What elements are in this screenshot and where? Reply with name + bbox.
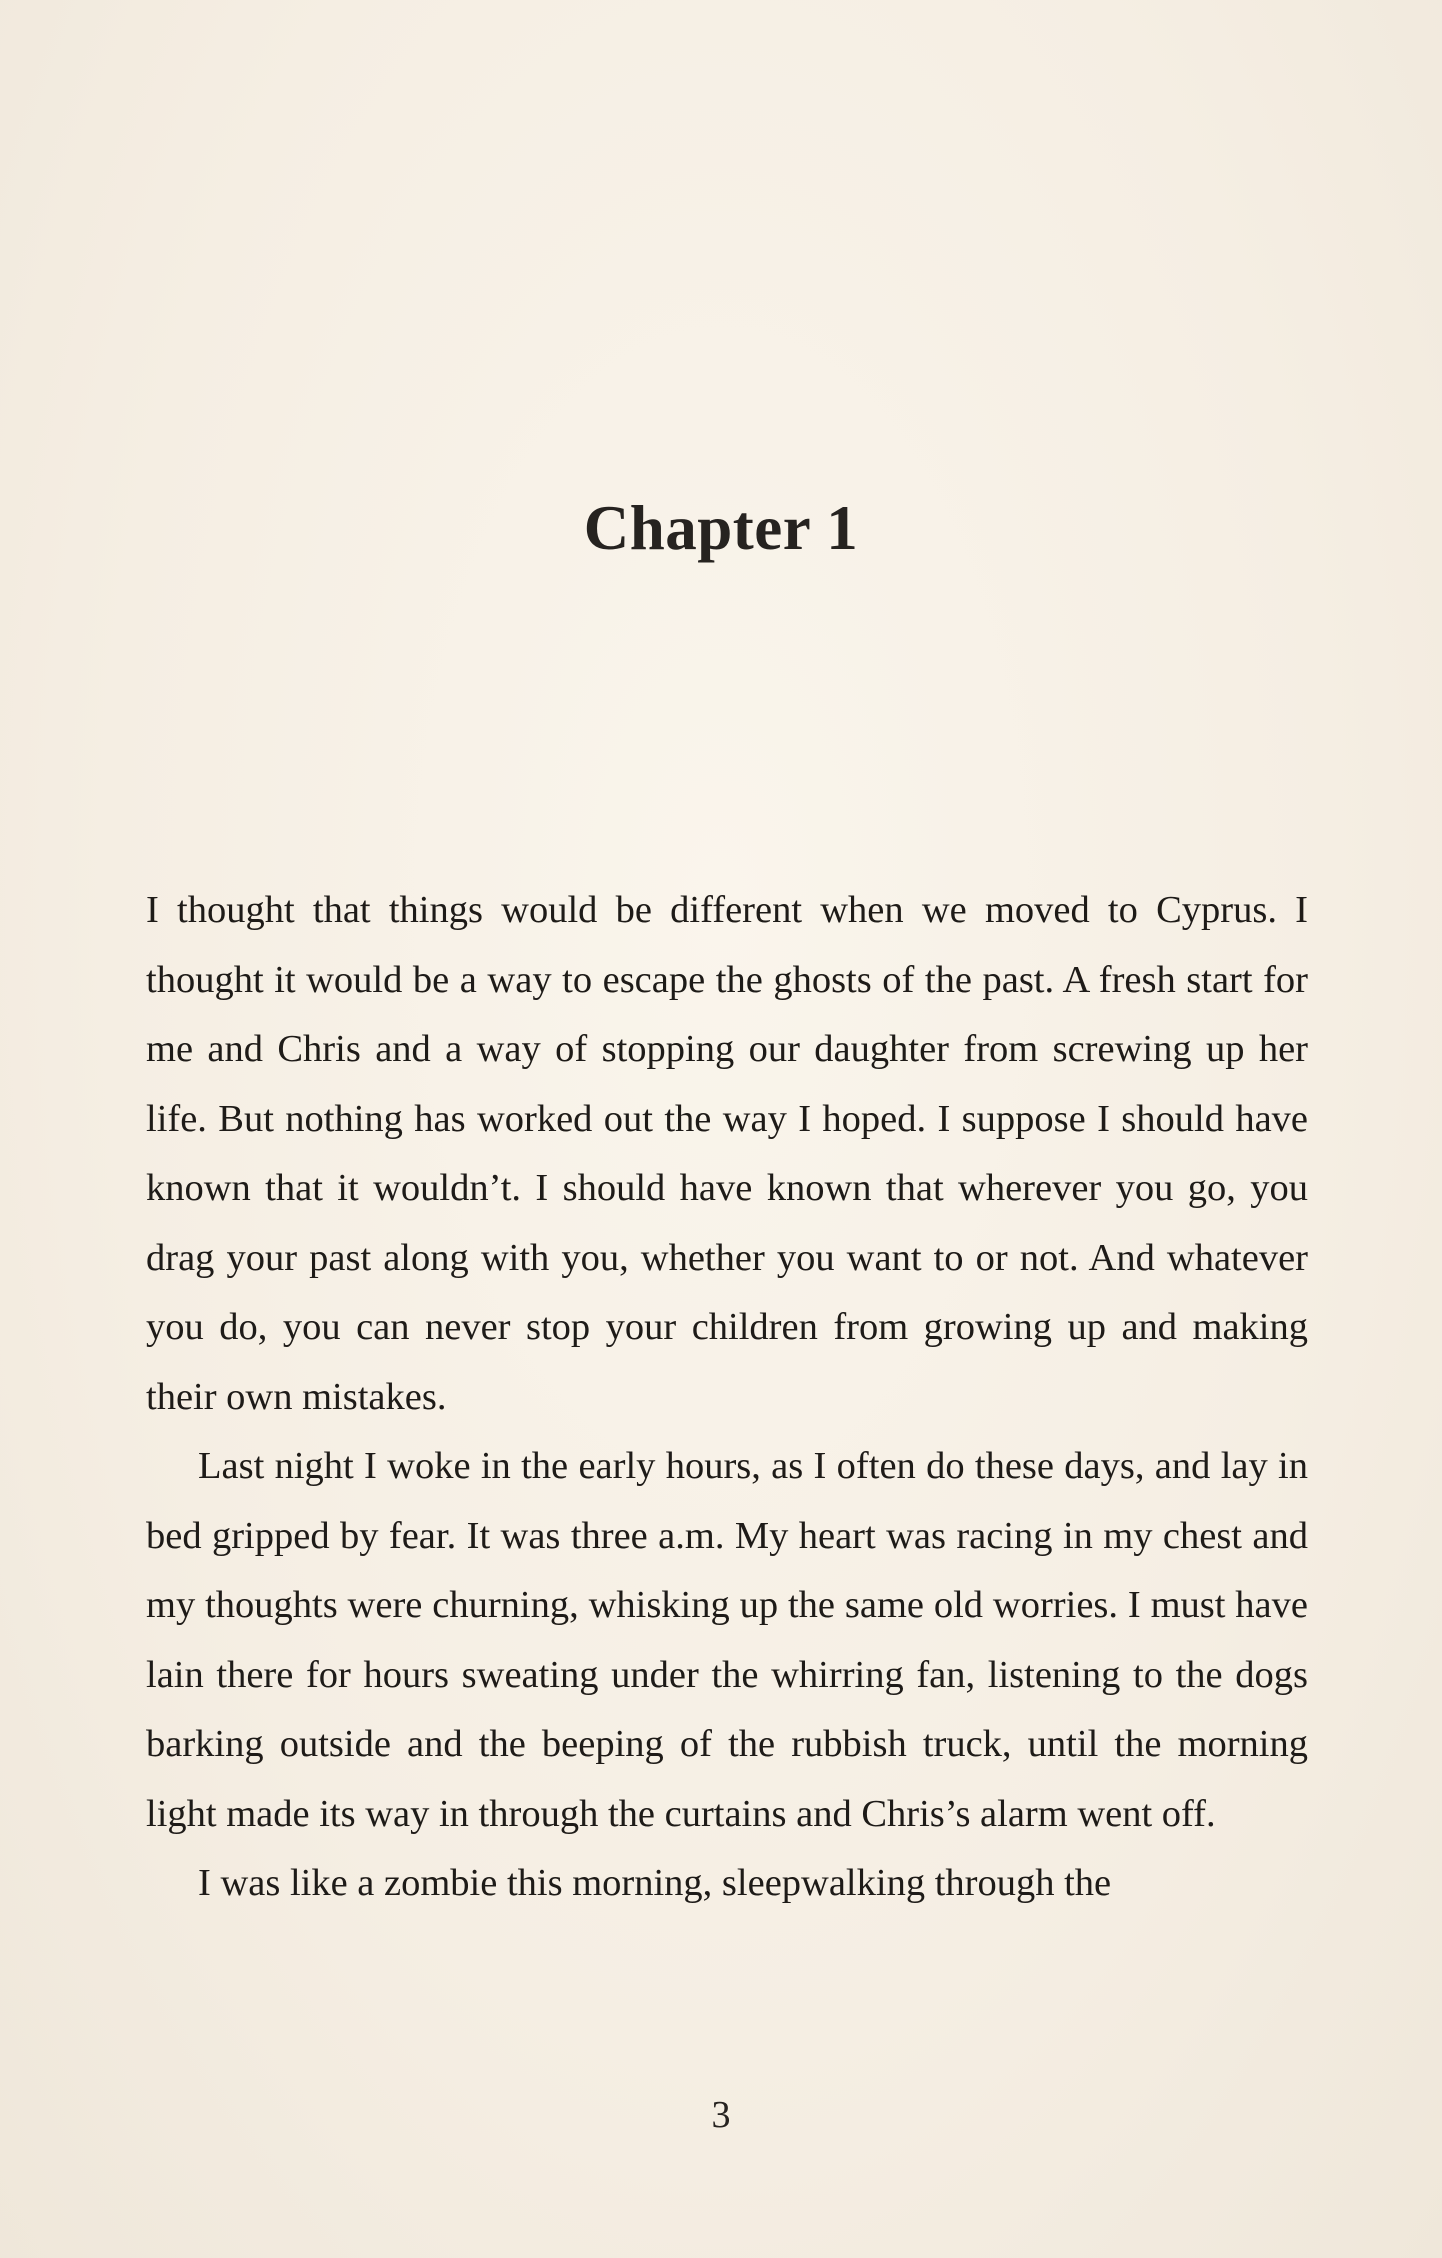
paragraph-2: Last night I woke in the early hours, as I often do these days, and lay in bed gripped by fear. It was three a.m. My heart was racing in my chest and my thoughts were churning, whisking up the same old worries. I must have lain there for hours sweating under the whirring fan, listening to the dogs barking outside and the beeping of the rubbish truck, until the morning light made its way in through the curtains and Chris’s alarm went off. bbox=[146, 1445, 1308, 1835]
chapter-body bbox=[146, 876, 1308, 1919]
chapter-title: Chapter 1 bbox=[583, 493, 859, 564]
page-number: 3 bbox=[711, 2094, 731, 2136]
paragraph-3: I was like a zombie this morning, sleepwalking through the bbox=[198, 1862, 1112, 1904]
paragraph-1: I thought that things would be different when we moved to Cyprus. I thought it would be a way to escape the ghosts of the past. A fresh start for me and Chris and a way of stopping our daughter from screwing up her life. But nothing has worked out the way I hoped. I suppose I should have known that it wouldn’t. I should have known that wherever you go, you drag your past along with you, whether you want to or not. And whatever you do, you can never stop your children from growing up and making their own mistakes. bbox=[146, 889, 1308, 1418]
